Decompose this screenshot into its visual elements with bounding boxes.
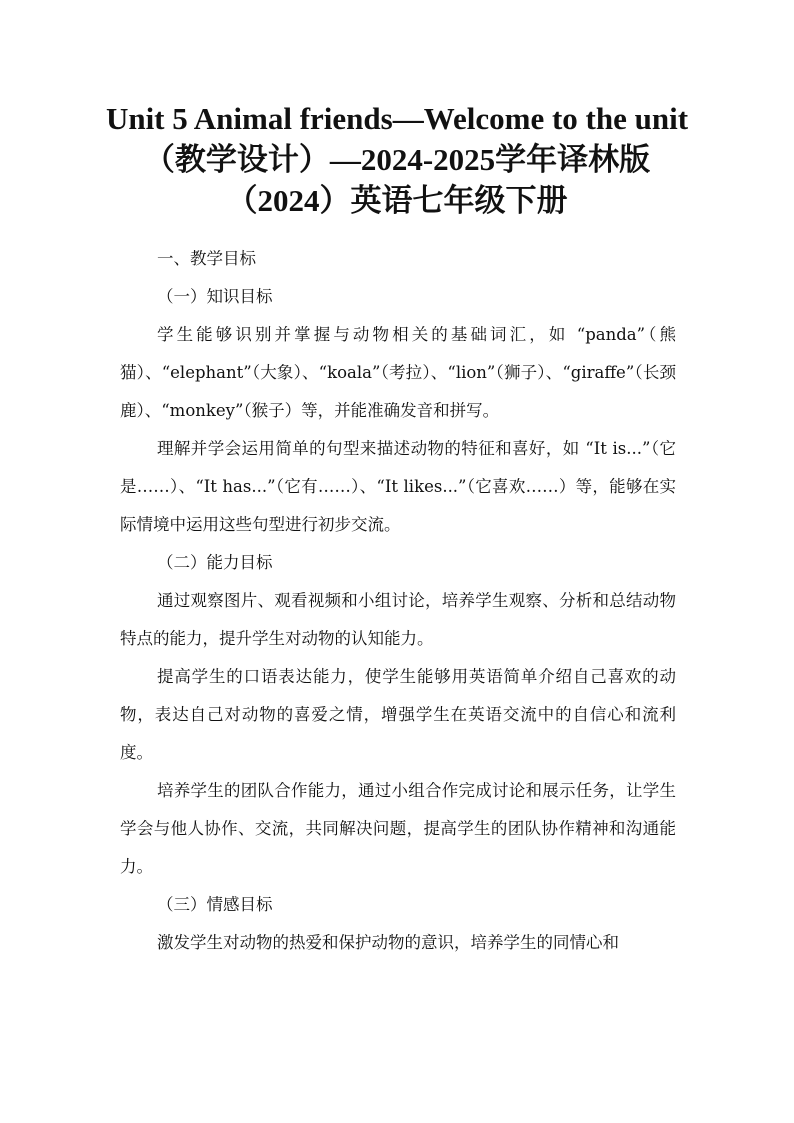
document-body [120,240,676,962]
subsection-heading-emotion: （三）情感目标 [157,895,273,914]
subsection-heading-knowledge: （一）知识目标 [157,287,273,306]
document-title: Unit 5 Animal friends—Welcome to the unit（教学设计）—2024-2025学年译林版（2024）英语七年级下册 [105,101,689,218]
emotion-paragraph-animal-protection: 激发学生对动物的热爱和保护动物的意识，培养学生的同情心和 [157,933,619,952]
ability-paragraph-speaking: 提高学生的口语表达能力，使学生能够用英语简单介绍自己喜欢的动物，表达自己对动物的喜爱之情，增强学生在英语交流中的自信心和流利度。 [120,667,676,762]
subsection-heading-ability: （二）能力目标 [157,553,273,572]
section-heading-teaching-objectives: 一、教学目标 [157,249,256,268]
knowledge-paragraph-sentence-patterns: 理解并学会运用简单的句型来描述动物的特征和喜好，如 “It is...”（它是……）、“It has...”（它有……）、“It likes...”（它喜欢……）等，能够在实际情境中运用这些句型进行初步交流。 [120,439,676,534]
ability-paragraph-observation: 通过观察图片、观看视频和小组讨论，培养学生观察、分析和总结动物特点的能力，提升学生对动物的认知能力。 [120,591,676,648]
ability-paragraph-teamwork: 培养学生的团队合作能力，通过小组合作完成讨论和展示任务，让学生学会与他人协作、交流，共同解决问题，提高学生的团队协作精神和沟通能力。 [120,781,676,876]
knowledge-paragraph-vocabulary: 学生能够识别并掌握与动物相关的基础词汇，如 “panda”（熊猫）、“elephant”（大象）、“koala”（考拉）、“lion”（狮子）、“giraffe”（长颈鹿）、“monkey”（猴子）等，并能准确发音和拼写。 [120,325,676,420]
